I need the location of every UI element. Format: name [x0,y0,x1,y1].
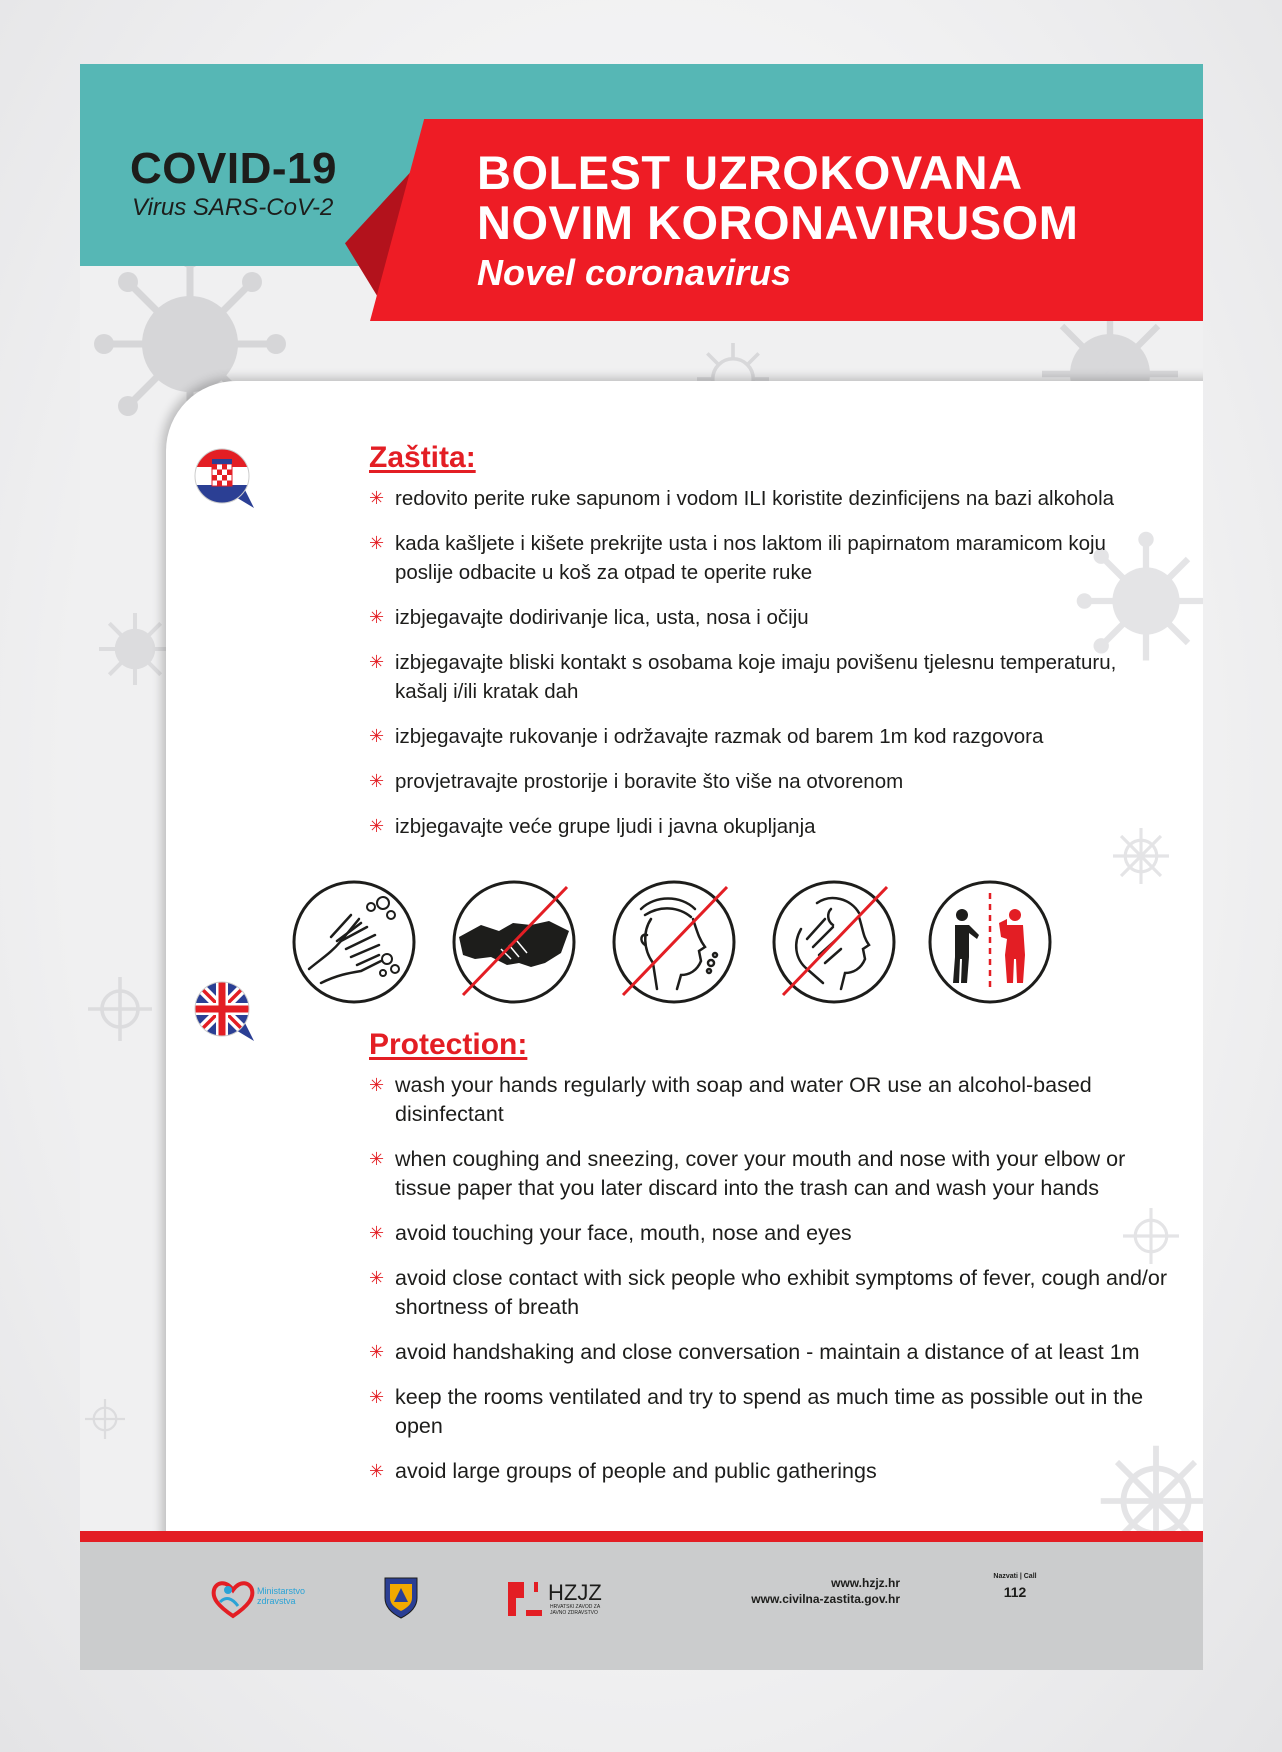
croatian-headline-line2: NOVIM KORONAVIRUSOM [477,196,1079,249]
list-item: ✳ izbjegavajte rukovanje i održavajte razmak od barem 1m kod razgovora [369,722,1169,751]
list-item: ✳ izbjegavajte bliski kontakt s osobama koje imaju povišenu tjelesnu temperaturu, kašalj i/ili kratak dah [369,648,1169,706]
footer-red-bar [80,1531,1203,1542]
list-item: ✳ avoid close contact with sick people who exhibit symptoms of fever, cough and/or shortness of breath [369,1266,1168,1319]
virus-decoration-icon [80,954,160,1064]
list-item: ✳ avoid touching your face, mouth, nose and eyes [369,1219,1169,1248]
bullet-star-icon: ✳ [369,1149,385,1169]
list-item: ✳ when coughing and sneezing, cover your mouth and nose with your elbow or tissue paper that you later discard into the trash can and wash your hands [369,1147,1126,1200]
url-civil-protection-link[interactable]: www.civilna-zastita.gov.hr [751,1592,900,1606]
croatian-headline-line1: BOLEST UZROKOVANA [477,146,1023,199]
keep-distance-icon [927,879,1053,1005]
civil-protection-shield-logo-icon [382,1574,420,1620]
bullet-star-icon: ✳ [369,533,385,553]
hzjz-logo-icon [506,1580,546,1620]
no-sneezing-icon [771,879,897,1005]
virus-decoration-icon [80,1364,130,1474]
footer [80,1542,1203,1670]
bullet-star-icon: ✳ [369,1387,385,1407]
list-item: ✳ izbjegavajte veće grupe ljudi i javna okupljanja [369,812,1169,841]
virus-subtitle: Virus SARS-CoV-2 [132,194,334,221]
english-section-title: Protection: [369,1028,528,1061]
call-label: Nazvati | Call [993,1573,1037,1580]
bullet-star-icon: ✳ [369,607,385,627]
list-item: ✳ wash your hands regularly with soap and water OR use an alcohol-based disinfectant [369,1073,1092,1126]
english-headline: Novel coronavirus [477,252,792,293]
list-item: ✳ redovito perite ruke sapunom i vodom ILI koristite dezinficijens na bazi alkohola [369,484,1169,513]
croatian-bullet-list [369,484,1169,857]
bullet-star-icon: ✳ [369,816,385,836]
list-item: ✳ izbjegavajte dodirivanje lica, usta, nosa i očiju [369,603,1169,632]
list-item: ✳ keep the rooms ventilated and try to spend as much time as possible out in the open [369,1385,1144,1438]
emergency-call-number: 112 [1003,1584,1027,1600]
hzjz-logo-small-text: HRVATSKI ZAVOD ZA JAVNO ZDRAVSTVO [550,1604,600,1616]
list-item: ✳ provjetravajte prostorije i boravite što više na otvorenom [369,767,1169,796]
hand-washing-icon [291,879,417,1005]
bullet-star-icon: ✳ [369,488,385,508]
bullet-star-icon: ✳ [369,1223,385,1243]
list-item: ✳ avoid large groups of people and public gatherings [369,1457,1169,1486]
english-bullet-list [369,1071,1169,1502]
bullet-star-icon: ✳ [369,1075,385,1095]
poster [80,64,1203,1670]
covid-title: COVID-19 [130,144,337,193]
uk-flag-icon [194,981,256,1043]
ministry-logo-text: Ministarstvo zdravstva [257,1586,306,1606]
bullet-star-icon: ✳ [369,726,385,746]
ministry-heart-logo-icon [210,1576,256,1622]
url-hzjz-link[interactable]: www.hzjz.hr [831,1576,900,1590]
pictogram-row [362,879,1142,1009]
croatia-flag-icon [194,448,256,510]
croatian-headline [477,148,1078,248]
list-item: ✳ avoid handshaking and close conversation - maintain a distance of at least 1m [369,1338,1169,1367]
bullet-star-icon: ✳ [369,652,385,672]
list-item: ✳ kada kašljete i kišete prekrijte usta i nos laktom ili papirnatom maramicom koju poslije odbacite u koš za otpad te operite ruke [369,529,1169,587]
bullet-star-icon: ✳ [369,1268,385,1288]
bullet-star-icon: ✳ [369,1342,385,1362]
no-face-touching-icon [611,879,737,1005]
croatian-section-title: Zaštita: [369,441,476,474]
footer-urls [680,1575,900,1607]
hzjz-logo-text: HZJZ [548,1580,602,1605]
bullet-star-icon: ✳ [369,1461,385,1481]
bullet-star-icon: ✳ [369,771,385,791]
no-handshake-icon [451,879,577,1005]
